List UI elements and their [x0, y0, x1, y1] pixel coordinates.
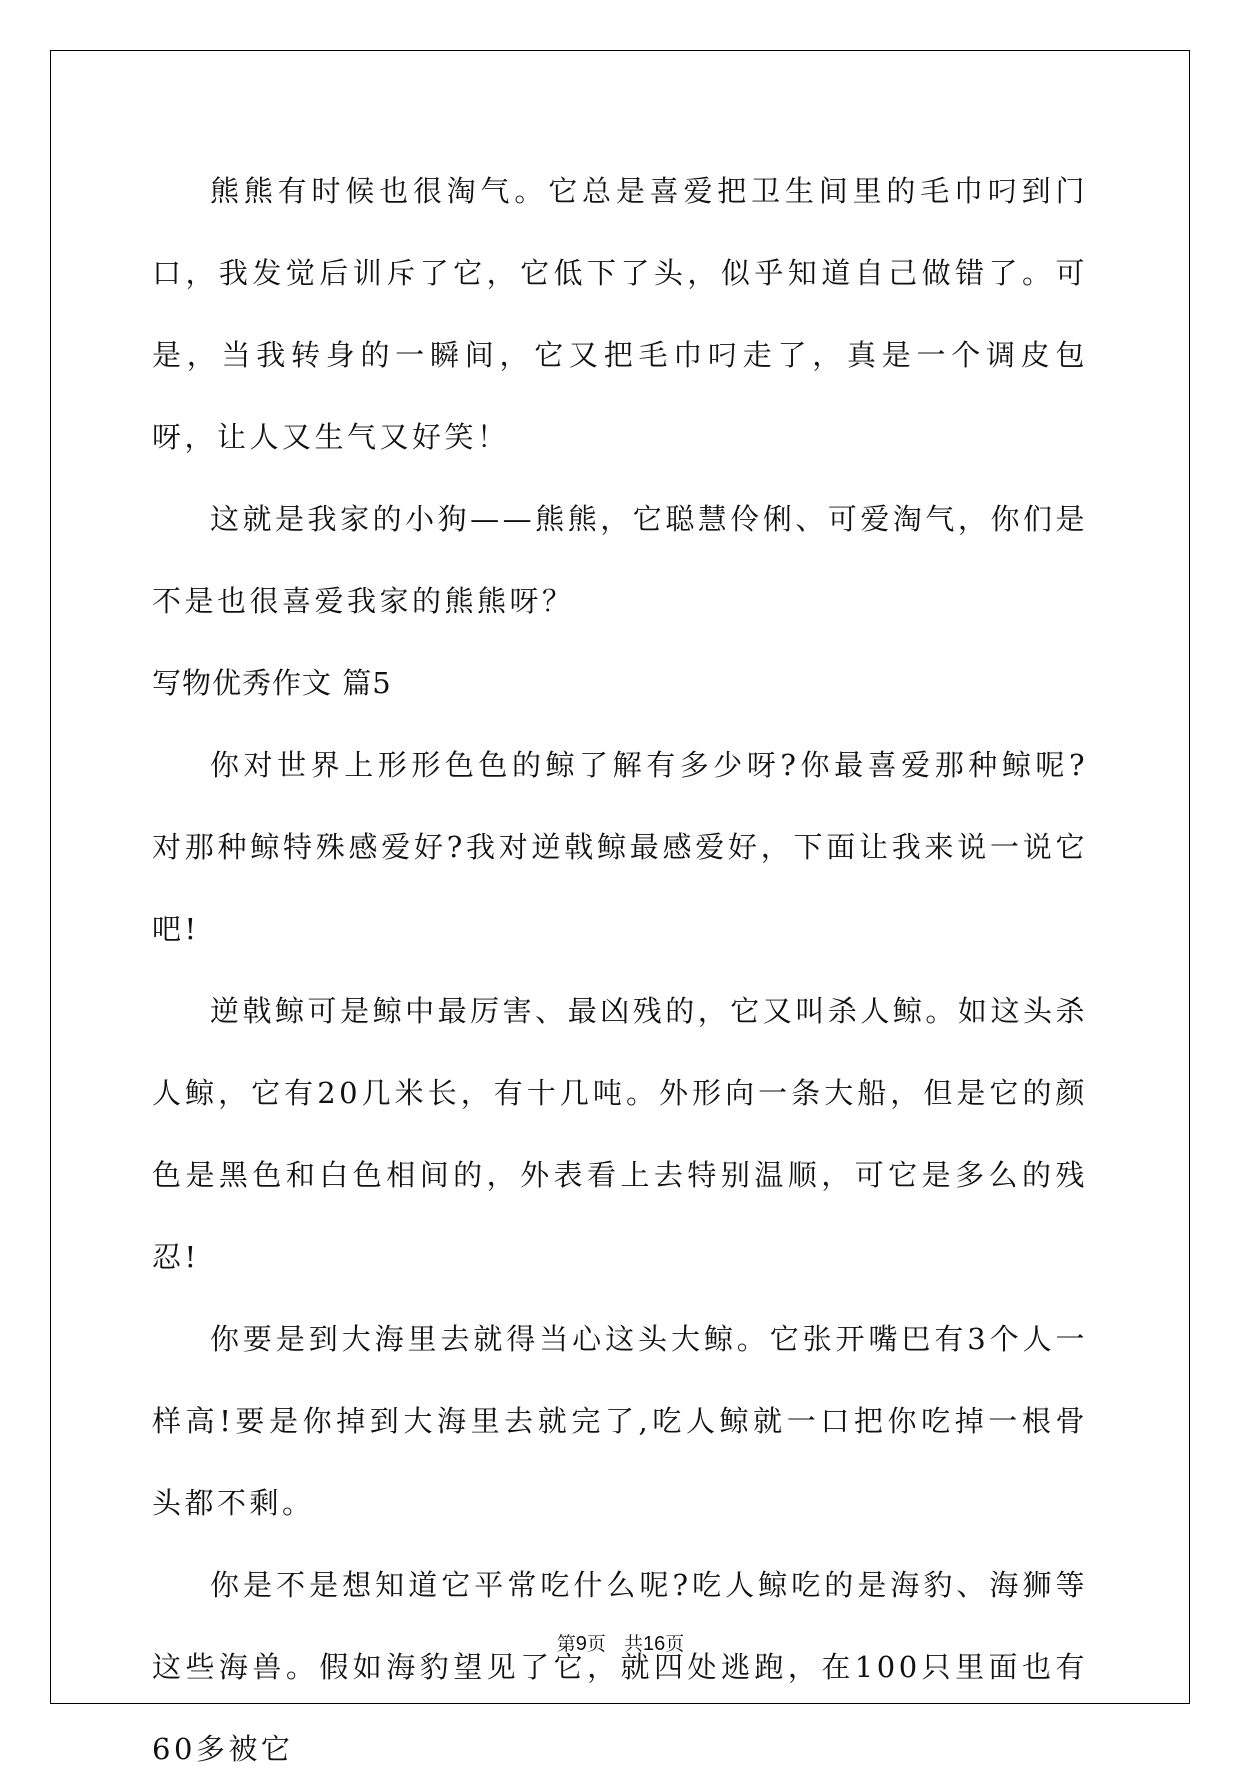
paragraph-5: 你要是到大海里去就得当心这头大鲸。它张开嘴巴有3个人一样高!要是你掉到大海里去就完了,吃人鲸就一口把你吃掉一根骨头都不剩。	[152, 1322, 1088, 1520]
document-body	[152, 150, 1088, 1790]
footer-suffix: 页	[665, 1633, 685, 1655]
page-footer	[0, 1629, 1241, 1656]
paragraph-4: 逆戟鲸可是鲸中最厉害、最凶残的，它又叫杀人鲸。如这头杀人鲸，它有20几米长，有十几吨。外形向一条大船，但是它的颜色是黑色和白色相间的，外表看上去特别温顺，可它是多么的残忍!	[152, 994, 1088, 1274]
paragraph-6: 你是不是想知道它平常吃什么呢?吃人鲸吃的是海豹、海狮等这些海兽。假如海豹望见了它，就四处逃跑，在100只里面也有60多被它	[152, 1568, 1088, 1766]
section-heading: 写物优秀作文 篇5	[152, 666, 392, 700]
paragraph-2: 这就是我家的小狗——熊熊，它聪慧伶俐、可爱淘气，你们是不是也很喜爱我家的熊熊呀？	[152, 502, 1088, 618]
footer-total-pages: 16	[643, 1633, 666, 1655]
paragraph-1: 熊熊有时候也很淘气。它总是喜爱把卫生间里的毛巾叼到门口，我发觉后训斥了它，它低下了头，似乎知道自己做错了。可是，当我转身的一瞬间，它又把毛巾叼走了，真是一个调皮包呀，让人又生气又好笑！	[152, 174, 1088, 454]
footer-middle: 页 共	[586, 1633, 643, 1655]
footer-prefix: 第	[556, 1633, 576, 1655]
footer-page-number: 9	[575, 1633, 587, 1655]
paragraph-3: 你对世界上形形色色的鲸了解有多少呀?你最喜爱那种鲸呢?对那种鲸特殊感爱好?我对逆戟鲸最感爱好，下面让我来说一说它吧!	[152, 748, 1088, 946]
